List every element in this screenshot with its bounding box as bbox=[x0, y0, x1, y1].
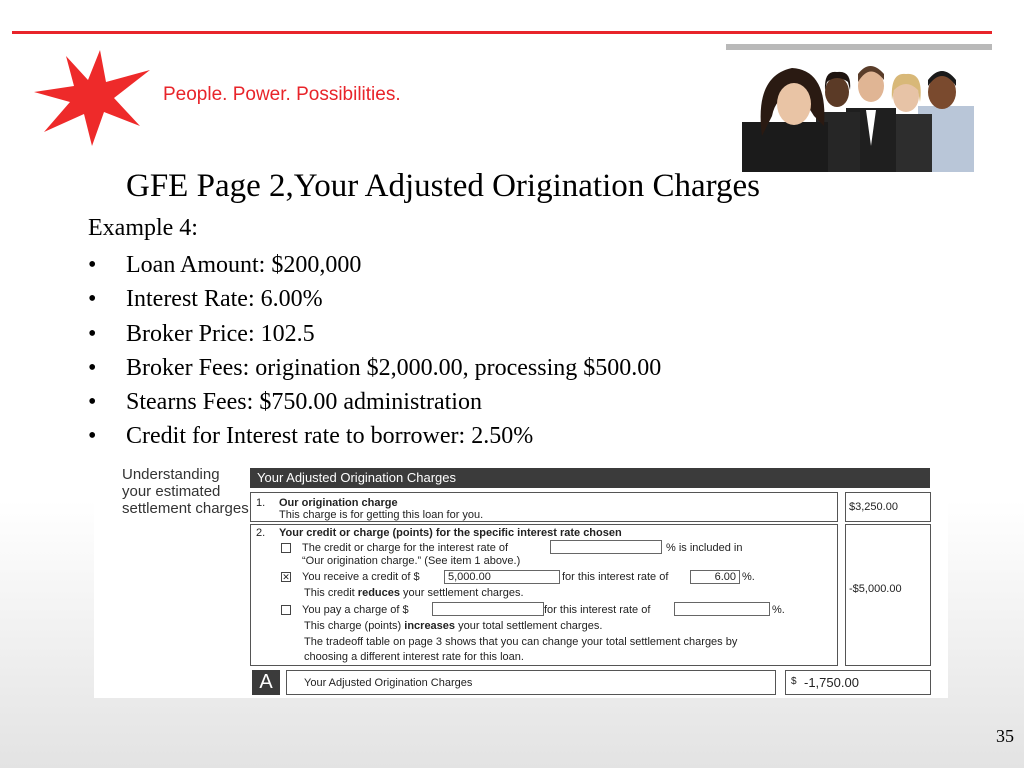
option3-post: %. bbox=[772, 604, 785, 616]
item1-desc: This charge is for getting this loan for you. bbox=[279, 509, 484, 521]
charge-amount-field[interactable] bbox=[432, 602, 544, 616]
header-red-rule bbox=[12, 31, 992, 34]
item2-amount: -$5,000.00 bbox=[849, 583, 902, 595]
bullet-item: • Interest Rate: 6.00% bbox=[88, 282, 661, 316]
item1-amount: $3,250.00 bbox=[849, 501, 898, 513]
example-label: Example 4: bbox=[88, 215, 198, 241]
tagline: People. Power. Possibilities. bbox=[163, 84, 401, 105]
gfe-form-image bbox=[94, 466, 948, 698]
option3-text: You pay a charge of $ bbox=[302, 604, 409, 616]
bullet-item: • Credit for Interest rate to borrower: 2.50% bbox=[88, 419, 661, 453]
bullet-item: • Loan Amount: $200,000 bbox=[88, 248, 661, 282]
bullet-icon: • bbox=[88, 389, 97, 416]
item2-number: 2. bbox=[256, 527, 266, 539]
header-grey-rule bbox=[726, 44, 992, 50]
option3-checkbox[interactable] bbox=[281, 605, 291, 615]
option3-mid: for this interest rate of bbox=[544, 604, 651, 616]
option1-text-post: % is included in bbox=[666, 542, 743, 554]
red-starburst-logo-icon bbox=[30, 48, 152, 148]
option2-text: You receive a credit of $ bbox=[302, 571, 420, 583]
total-currency: $ bbox=[791, 676, 797, 687]
option1-rate-field[interactable] bbox=[550, 540, 662, 554]
option2-note: This credit reduces your settlement charges. bbox=[304, 587, 524, 599]
option1-checkbox[interactable] bbox=[281, 543, 291, 553]
option2-mid: for this interest rate of bbox=[562, 571, 669, 583]
item1-title: Our origination charge bbox=[279, 497, 398, 509]
bullet-item: • Broker Fees: origination $2,000.00, processing $500.00 bbox=[88, 351, 661, 385]
bullet-item: • Broker Price: 102.5 bbox=[88, 317, 661, 351]
bullet-list bbox=[88, 248, 661, 454]
bullet-item: • Stearns Fees: $750.00 administration bbox=[88, 385, 661, 419]
bullet-icon: • bbox=[88, 286, 97, 313]
credit-rate-field[interactable]: 6.00 bbox=[690, 570, 740, 584]
tradeoff-line1: The tradeoff table on page 3 shows that you can change your total settlement charges by bbox=[304, 636, 738, 648]
option2-post: %. bbox=[742, 571, 755, 583]
slide-title: GFE Page 2,Your Adjusted Origination Charges bbox=[126, 168, 761, 204]
form-side-label: Understanding your estimated settlement charges bbox=[122, 466, 249, 517]
bullet-icon: • bbox=[88, 423, 97, 450]
tradeoff-line2: choosing a different interest rate for this loan. bbox=[304, 651, 524, 663]
page-number: 35 bbox=[996, 726, 1014, 746]
bullet-icon: • bbox=[88, 354, 97, 381]
charge-rate-field[interactable] bbox=[674, 602, 770, 616]
total-amount: -1,750.00 bbox=[804, 675, 859, 690]
form-header: Your Adjusted Origination Charges bbox=[250, 468, 930, 488]
bullet-icon: • bbox=[88, 252, 97, 278]
option1-line2: “Our origination charge.” (See item 1 above.) bbox=[302, 555, 521, 567]
option2-checkbox-checked[interactable]: ✕ bbox=[282, 572, 290, 582]
item1-number: 1. bbox=[256, 497, 266, 509]
item2-title: Your credit or charge (points) for the specific interest rate chosen bbox=[279, 527, 622, 539]
total-letter: A bbox=[252, 670, 280, 695]
total-label: Your Adjusted Origination Charges bbox=[304, 677, 473, 689]
credit-amount-field[interactable]: 5,000.00 bbox=[444, 570, 560, 584]
option3-note: This charge (points) increases your total settlement charges. bbox=[304, 620, 603, 632]
business-people-photo bbox=[742, 56, 974, 172]
bullet-icon: • bbox=[88, 320, 97, 347]
option1-text: The credit or charge for the interest rate of bbox=[302, 542, 509, 554]
